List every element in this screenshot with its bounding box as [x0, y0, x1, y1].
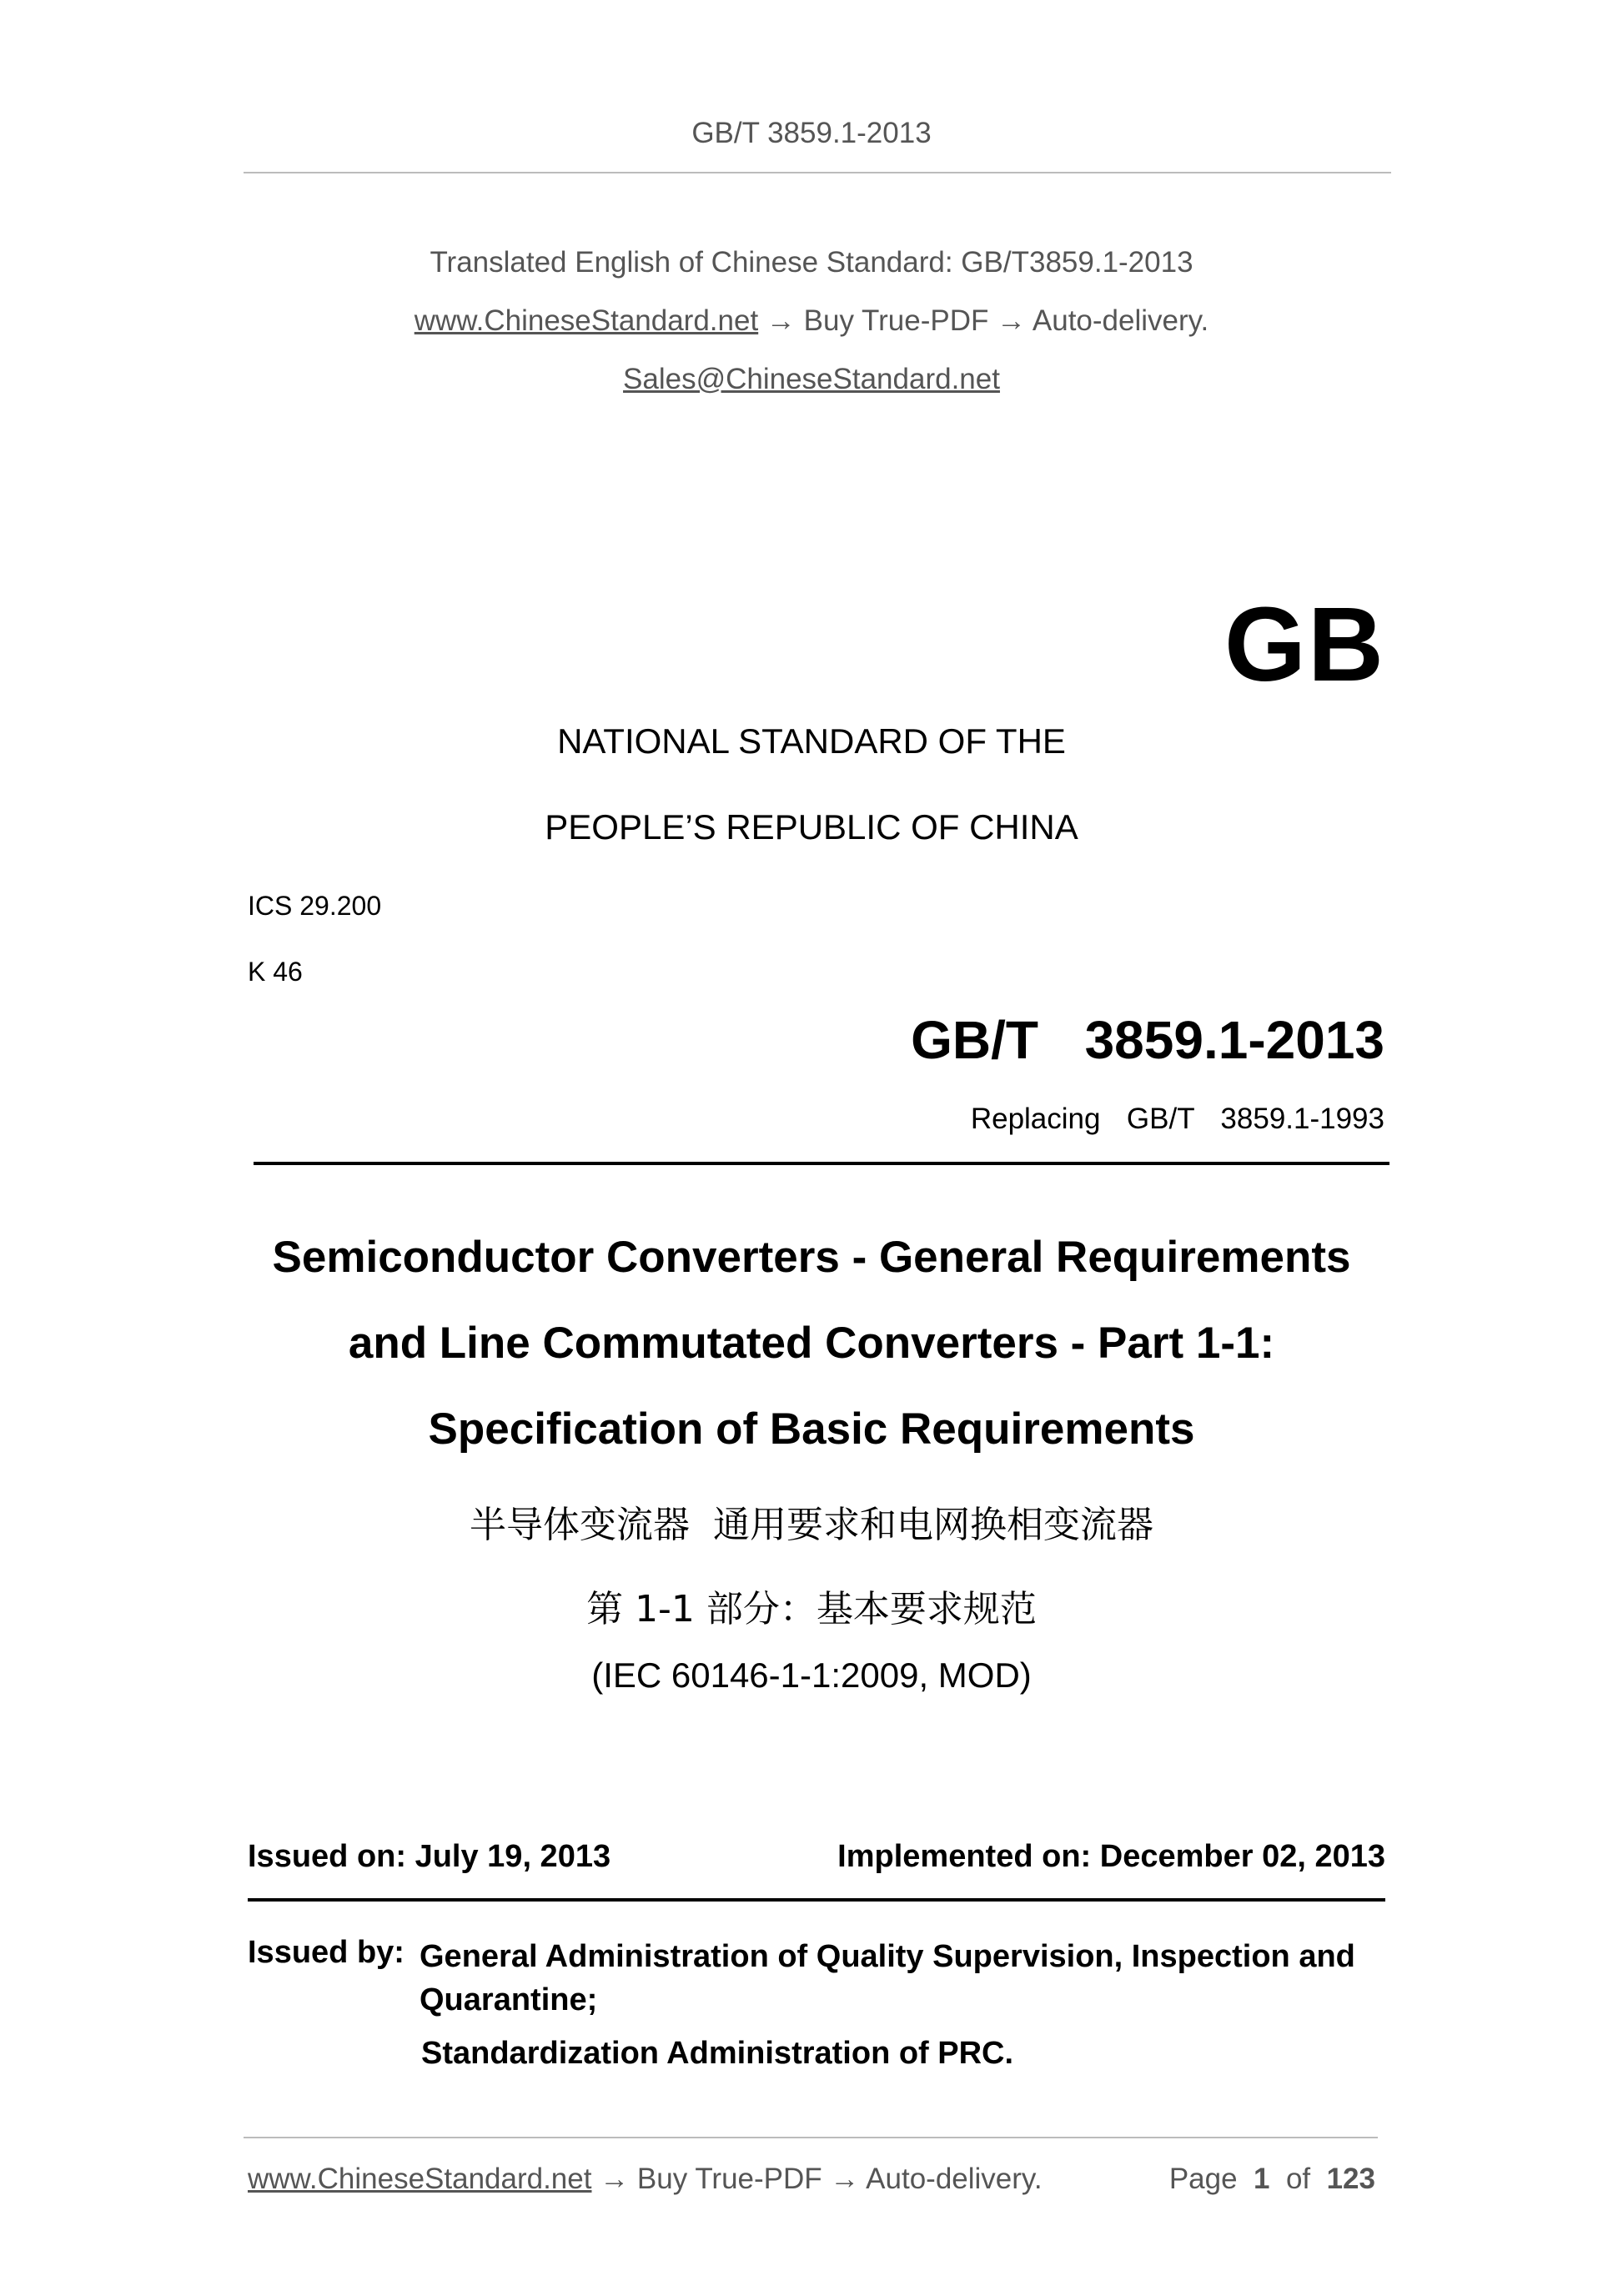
title-divider [254, 1162, 1389, 1165]
page-indicator [1169, 2163, 1375, 2196]
chinese-title-line-2: 第 1-1 部分：基本要求规范 [586, 1588, 1037, 1630]
ccs-code: K 46 [248, 957, 303, 987]
ics-code: ICS 29.200 [248, 891, 382, 921]
issued-on-date: Issued on: July 19, 2013 [248, 1839, 611, 1874]
title-line-1: Semiconductor Converters - General Requirements [272, 1233, 1351, 1282]
footer-site-link[interactable]: www.ChineseStandard.net [248, 2163, 592, 2195]
purchase-line [0, 304, 1623, 338]
page-number: 1 [1254, 2163, 1270, 2195]
buy-text: → Buy True-PDF → Auto-delivery. [766, 304, 1209, 337]
footer-buy-text: → Buy True-PDF → Auto-delivery. [600, 2163, 1043, 2195]
site-link[interactable]: www.ChineseStandard.net [414, 304, 759, 337]
replacing-standard: Replacing GB/T 3859.1-1993 [970, 1103, 1384, 1135]
email-line [0, 363, 1623, 396]
of-label: of [1285, 2163, 1311, 2195]
national-standard-line1: NATIONAL STANDARD OF THE [557, 721, 1066, 761]
issuer-1: General Administration of Quality Supervision, Inspection and Quarantine; [420, 1939, 1355, 2017]
footer-purchase-line [248, 2163, 1043, 2196]
title-line-2: and Line Commutated Converters - Part 1-1: [348, 1319, 1275, 1368]
standard-number: GB/T 3859.1-2013 [911, 1010, 1384, 1070]
implemented-on-date: Implemented on: December 02, 2013 [837, 1839, 1385, 1874]
page-label: Page [1168, 2163, 1238, 2195]
sales-email-link[interactable]: Sales@ChineseStandard.net [623, 363, 1000, 395]
iec-reference: (IEC 60146-1-1:2009, MOD) [591, 1655, 1032, 1695]
page-total: 123 [1326, 2163, 1375, 2195]
issued-by-label: Issued by: [248, 1935, 404, 1970]
header-divider [244, 172, 1391, 173]
footer-divider [244, 2137, 1378, 2138]
title-line-3: Specification of Basic Requirements [428, 1404, 1195, 1454]
chinese-title-line-1: 半导体变流器 通用要求和电网换相变流器 [470, 1504, 1153, 1546]
national-standard-line2: PEOPLE’S REPUBLIC OF CHINA [545, 807, 1078, 847]
issued-divider [248, 1898, 1385, 1902]
translation-notice: Translated English of Chinese Standard: GB/T3859.1-2013 [430, 246, 1193, 279]
running-header: GB/T 3859.1-2013 [691, 117, 932, 149]
gb-mark: GB [1224, 585, 1385, 703]
issuer-2: Standardization Administration of PRC. [421, 2036, 1014, 2071]
